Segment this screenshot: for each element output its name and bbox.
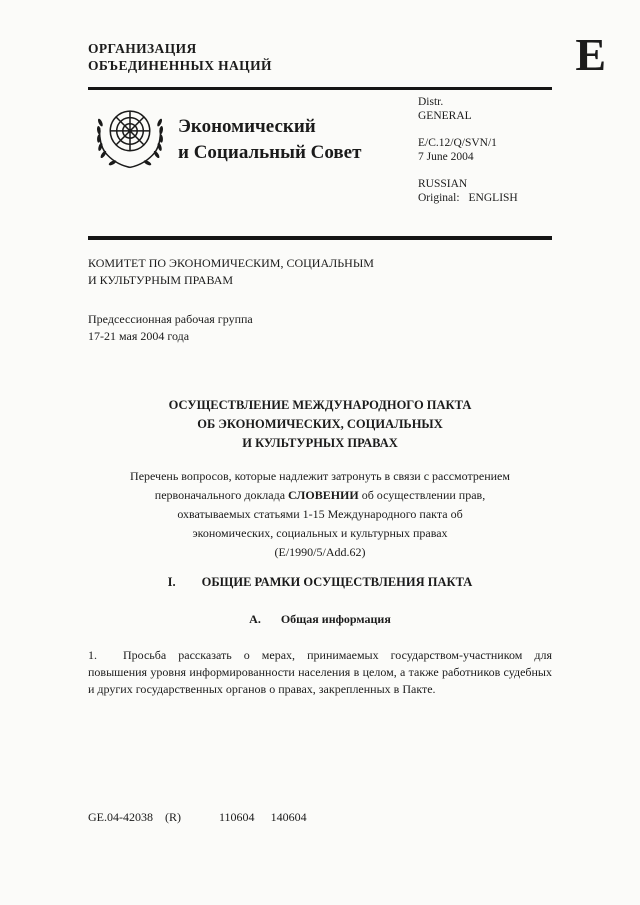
subtitle-line3: охватываемых статьями 1-15 Международного пакта об bbox=[177, 507, 463, 521]
header-rule bbox=[88, 87, 552, 90]
org-name-line1: ОРГАНИЗАЦИЯ bbox=[88, 41, 197, 56]
document-title bbox=[88, 396, 552, 453]
council-title bbox=[178, 114, 361, 166]
section-heading-1 bbox=[88, 575, 552, 590]
document-title-line3: И КУЛЬТУРНЫХ ПРАВАХ bbox=[242, 436, 398, 450]
committee-name bbox=[88, 255, 374, 288]
paragraph-number: 1. bbox=[88, 648, 97, 662]
document-subtitle bbox=[88, 467, 552, 562]
document-title-line1: ОСУЩЕСТВЛЕНИЕ МЕЖДУНАРОДНОГО ПАКТА bbox=[168, 398, 472, 412]
document-date: 7 June 2004 bbox=[418, 150, 474, 163]
council-title-line1: Экономический bbox=[178, 116, 316, 137]
report-reference: (E/1990/5/Add.62) bbox=[274, 545, 366, 559]
subsection-title: Общая информация bbox=[280, 612, 391, 626]
session-info bbox=[88, 311, 253, 344]
spacer bbox=[418, 164, 518, 178]
original-language-label: Original: bbox=[418, 191, 460, 204]
council-title-line2: и Социальный Совет bbox=[178, 142, 362, 163]
working-group: Предсессионная рабочая группа bbox=[88, 312, 253, 326]
state-party-name: СЛОВЕНИИ bbox=[288, 488, 359, 502]
subsection-heading-a bbox=[88, 612, 552, 627]
session-dates: 17-21 мая 2004 года bbox=[88, 328, 190, 343]
org-name bbox=[88, 40, 272, 74]
footer-language-code: (R) bbox=[165, 810, 181, 824]
committee-name-line2: И КУЛЬТУРНЫМ ПРАВАМ bbox=[88, 272, 234, 287]
original-language-value: ENGLISH bbox=[468, 191, 518, 204]
section-number: I. bbox=[167, 575, 176, 589]
distribution-block bbox=[418, 96, 518, 205]
distr-label: Distr. bbox=[418, 96, 444, 108]
subsection-number: A. bbox=[249, 612, 261, 626]
subtitle-line2-post: об осуществлении прав, bbox=[358, 488, 486, 502]
footer-date-2: 140604 bbox=[270, 810, 307, 824]
footer-code: GE.04-42038 bbox=[88, 810, 153, 824]
subtitle-line1: Перечень вопросов, которые надлежит затронуть в связи с рассмотрением bbox=[130, 469, 510, 483]
paragraph-text: Просьба рассказать о мерах, принимаемых государством-участником для повышения уровня информированности населения в целом, а также работников судебных и других государственных органов о правах, закрепленных в Пакте. bbox=[88, 648, 552, 696]
un-emblem-icon bbox=[92, 99, 168, 175]
org-name-line2: ОБЪЕДИНЕННЫХ НАЦИЙ bbox=[88, 58, 272, 73]
subtitle-line2-pre: первоначального доклада bbox=[154, 488, 289, 502]
document-title-line2: ОБ ЭКОНОМИЧЕСКИХ, СОЦИАЛЬНЫХ bbox=[197, 417, 443, 431]
distr-value: GENERAL bbox=[418, 109, 472, 122]
original-language bbox=[418, 192, 518, 206]
footer-date-1: 110604 bbox=[219, 810, 255, 824]
document-symbol: E/C.12/Q/SVN/1 bbox=[418, 137, 497, 149]
document-language: RUSSIAN bbox=[418, 178, 468, 190]
masthead-rule bbox=[88, 236, 552, 240]
section-title: ОБЩИЕ РАМКИ ОСУЩЕСТВЛЕНИЯ ПАКТА bbox=[201, 575, 473, 589]
subtitle-line2 bbox=[88, 486, 552, 505]
subtitle-line4: экономических, социальных и культурных правах bbox=[192, 526, 448, 540]
committee-name-line1: КОМИТЕТ ПО ЭКОНОМИЧЕСКИМ, СОЦИАЛЬНЫМ bbox=[88, 256, 374, 270]
document-footer bbox=[88, 810, 307, 825]
spacer bbox=[418, 123, 518, 137]
document-series-letter: E bbox=[575, 29, 606, 80]
paragraph-1 bbox=[88, 647, 552, 698]
